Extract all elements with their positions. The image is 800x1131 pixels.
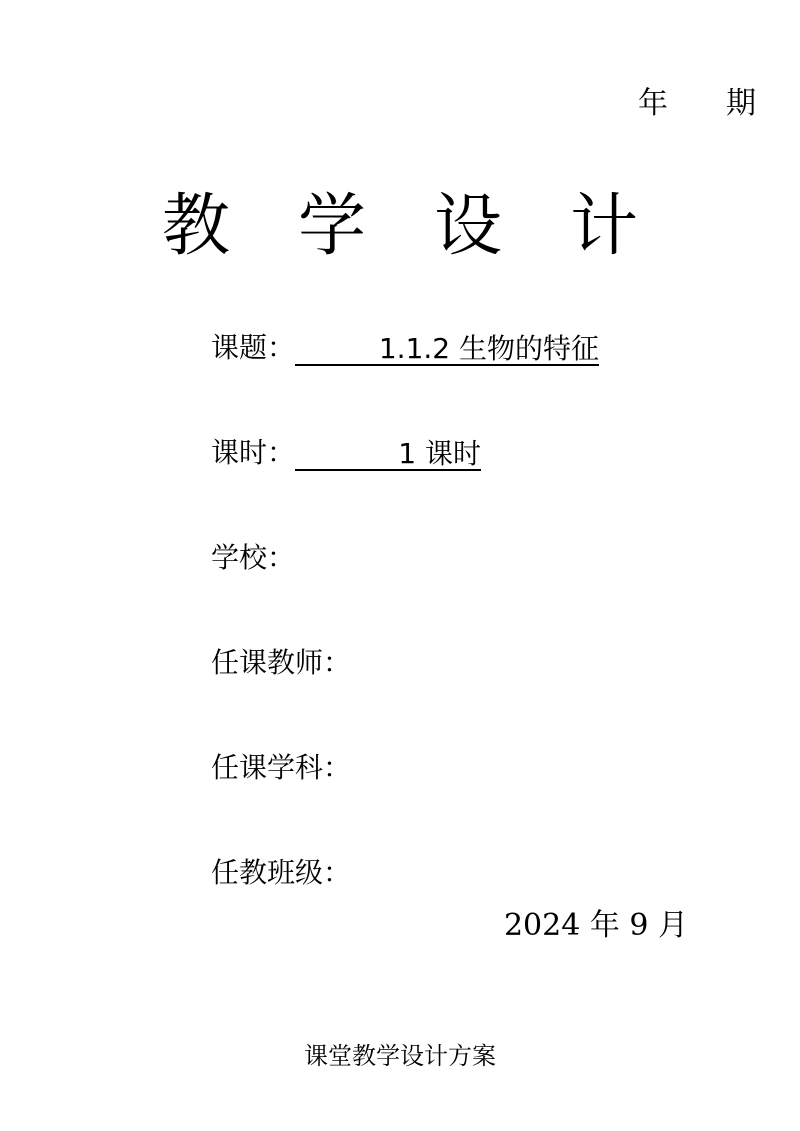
footer-text: 课堂教学设计方案 — [304, 1042, 496, 1070]
topic-label: 课题： — [211, 331, 296, 364]
class-label: 任教班级： — [211, 856, 352, 889]
class-field — [211, 851, 351, 891]
school-label: 学校： — [211, 541, 296, 574]
teacher-label: 任课教师： — [211, 646, 352, 679]
date-text: 2024 年 9 月 — [503, 908, 688, 943]
hours-value: 1 课时 — [295, 439, 481, 471]
teacher-field — [211, 641, 351, 681]
hours-label: 课时： — [211, 436, 296, 469]
subject-label: 任课学科： — [211, 751, 352, 784]
page-title — [0, 172, 800, 269]
title-char-3: 设 — [434, 187, 503, 266]
period-header — [638, 78, 756, 122]
period-label: 期 — [726, 86, 756, 121]
subject-field — [211, 746, 351, 786]
title-char-4: 计 — [570, 187, 639, 266]
title-char-2: 学 — [297, 187, 366, 266]
hours-field — [211, 431, 481, 471]
title-char-1: 教 — [161, 187, 230, 266]
year-label: 年 — [638, 86, 668, 121]
topic-value: 1.1.2 生物的特征 — [295, 334, 599, 366]
topic-field — [211, 326, 599, 366]
school-field — [211, 536, 295, 576]
